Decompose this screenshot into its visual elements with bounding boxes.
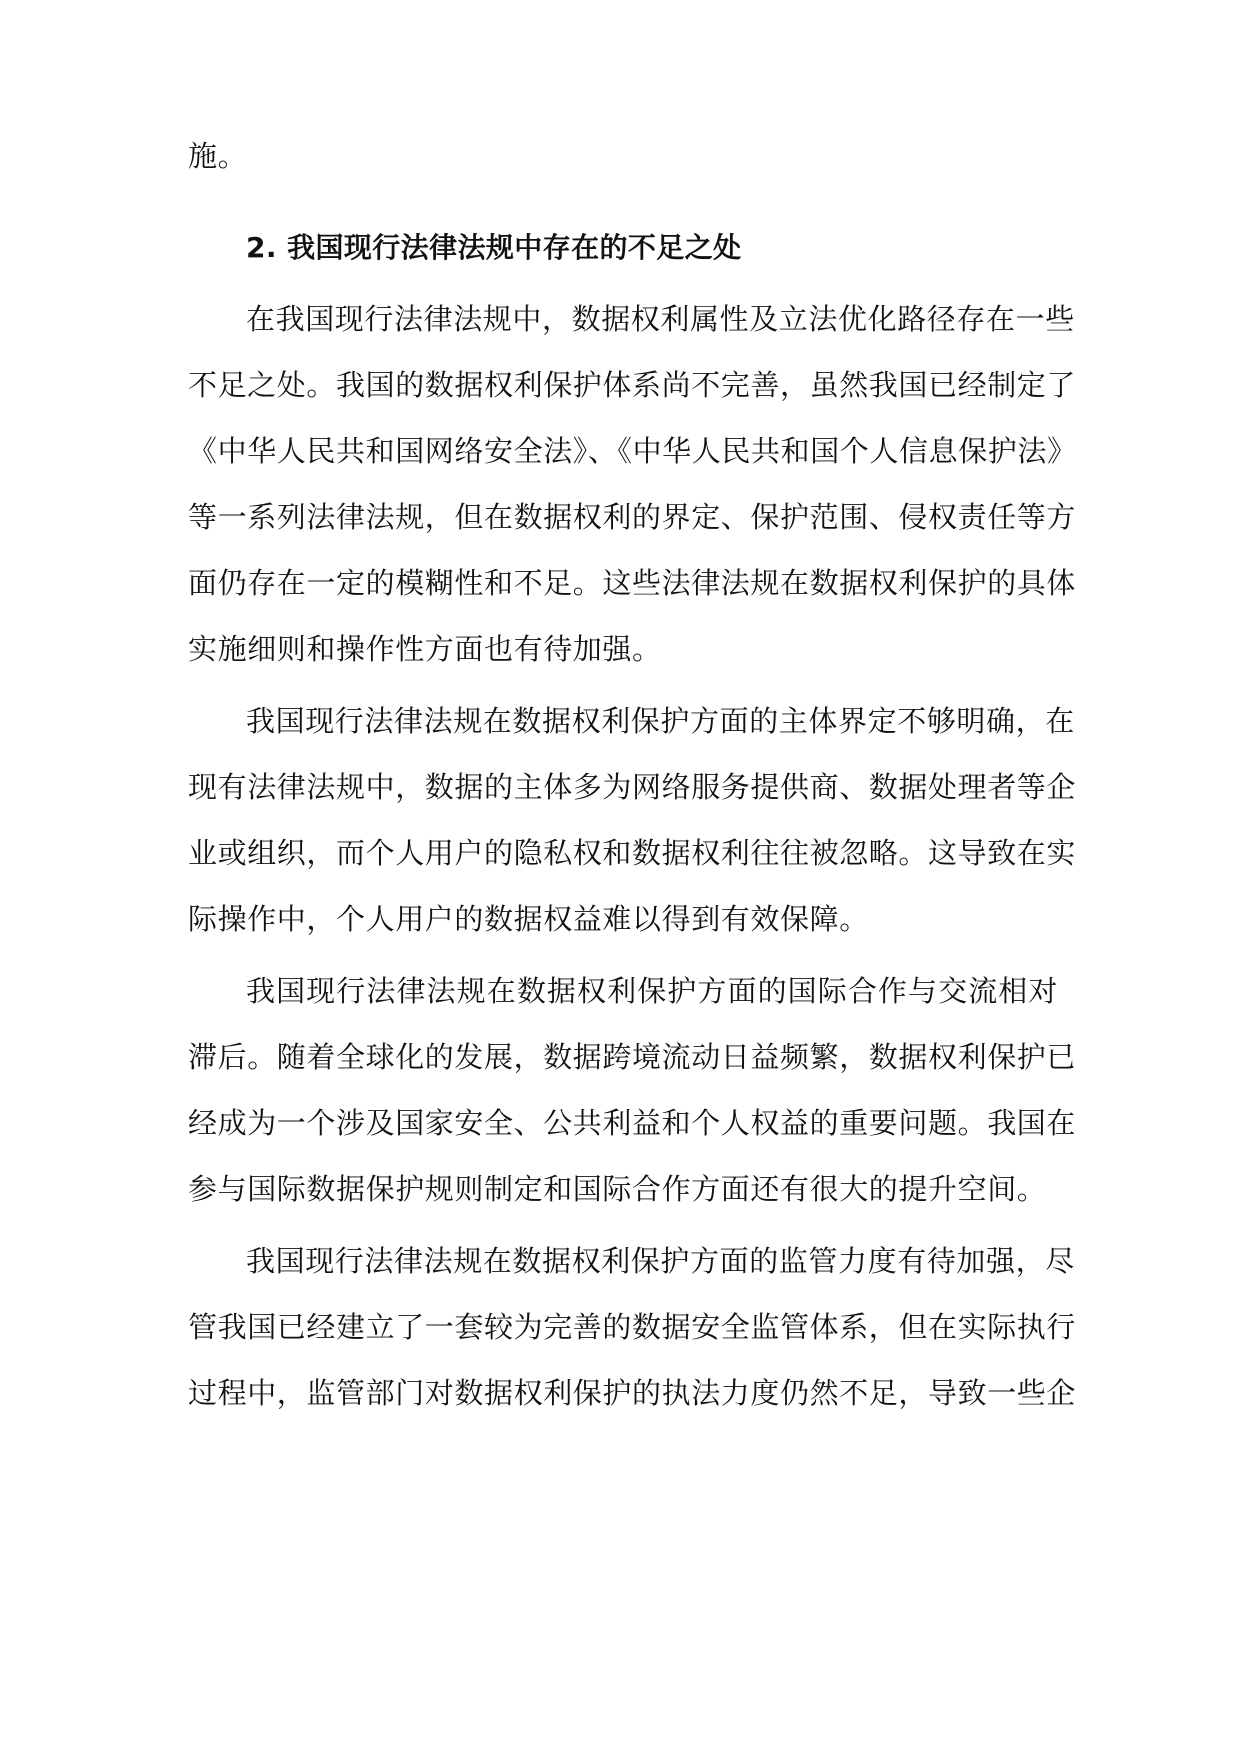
paragraph-line: 业或组织，而个人用户的隐私权和数据权利往往被忽略。这导致在实 — [188, 836, 1077, 870]
paragraph-line: 等一系列法律法规，但在数据权利的界定、保护范围、侵权责任等方 — [188, 500, 1077, 534]
paragraph-line: 实施细则和操作性方面也有待加强。 — [188, 632, 662, 666]
paragraph-line: 经成为一个涉及国家安全、公共利益和个人权益的重要问题。我国在 — [188, 1106, 1077, 1140]
section-heading: 2. 我国现行法律法规中存在的不足之处 — [246, 231, 742, 264]
paragraph-line: 面仍存在一定的模糊性和不足。这些法律法规在数据权利保护的具体 — [188, 566, 1077, 600]
paragraph-line: 滞后。随着全球化的发展，数据跨境流动日益频繁，数据权利保护已 — [188, 1040, 1077, 1074]
paragraph-line: 现有法律法规中，数据的主体多为网络服务提供商、数据处理者等企 — [188, 770, 1077, 804]
paragraph-line: 我国现行法律法规在数据权利保护方面的监管力度有待加强，尽 — [246, 1244, 1075, 1278]
text-line: 施。 — [188, 139, 248, 173]
paragraph-line: 际操作中，个人用户的数据权益难以得到有效保障。 — [188, 902, 869, 936]
paragraph-line: 参与国际数据保护规则制定和国际合作方面还有很大的提升空间。 — [188, 1172, 1047, 1206]
paragraph-line: 我国现行法律法规在数据权利保护方面的国际合作与交流相对 — [246, 974, 1058, 1008]
paragraph-line: 过程中，监管部门对数据权利保护的执法力度仍然不足，导致一些企 — [188, 1376, 1077, 1410]
paragraph-line: 不足之处。我国的数据权利保护体系尚不完善，虽然我国已经制定了 — [188, 368, 1077, 402]
paragraph-line: 我国现行法律法规在数据权利保护方面的主体界定不够明确，在 — [246, 704, 1075, 738]
paragraph-line: 在我国现行法律法规中，数据权利属性及立法优化路径存在一些 — [246, 302, 1075, 336]
paragraph-line: 管我国已经建立了一套较为完善的数据安全监管体系，但在实际执行 — [188, 1310, 1077, 1344]
paragraph-line: 《中华人民共和国网络安全法》、《中华人民共和国个人信息保护法》 — [188, 434, 1077, 468]
